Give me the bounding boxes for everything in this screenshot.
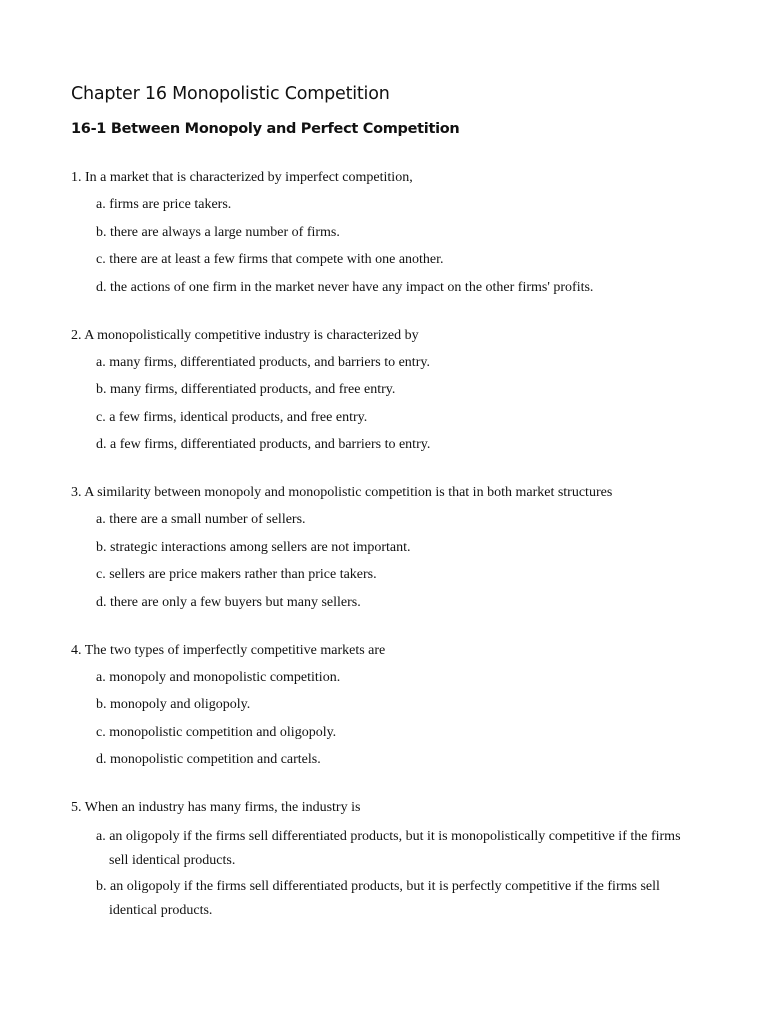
question-stem bbox=[71, 326, 691, 346]
option-text: monopolistic competition and cartels. bbox=[110, 752, 321, 767]
option-letter: b. bbox=[96, 539, 107, 555]
option-letter: a. bbox=[96, 512, 106, 527]
answer-option bbox=[96, 593, 691, 613]
question-3 bbox=[71, 483, 691, 613]
option-letter: c. bbox=[96, 252, 106, 267]
option-letter: d. bbox=[96, 752, 107, 767]
answer-option bbox=[96, 435, 691, 455]
question-text: In a market that is characterized by imperfect competition, bbox=[85, 170, 413, 185]
question-stem bbox=[71, 641, 691, 661]
question-stem bbox=[71, 798, 691, 818]
question-4 bbox=[71, 641, 691, 771]
question-5 bbox=[71, 798, 691, 922]
answer-option bbox=[96, 538, 691, 558]
option-letter: c. bbox=[96, 409, 106, 425]
answer-option bbox=[96, 195, 691, 215]
question-number: 3. bbox=[71, 485, 82, 500]
option-letter: a. bbox=[96, 197, 106, 212]
option-text: a few firms, differentiated products, and barriers to entry. bbox=[110, 437, 431, 452]
question-number: 1. bbox=[71, 170, 82, 185]
option-letter: c. bbox=[96, 567, 106, 582]
option-letter: a. bbox=[96, 354, 106, 370]
option-text: an oligopoly if the firms sell differentiated products, but it is monopolistically competitive if the firms sell identical products. bbox=[109, 829, 681, 868]
answer-option bbox=[96, 723, 691, 743]
answer-option bbox=[96, 250, 691, 270]
option-letter: b. bbox=[96, 382, 107, 397]
answer-option bbox=[96, 353, 691, 373]
question-2 bbox=[71, 326, 691, 456]
answer-option bbox=[96, 825, 691, 872]
question-text: When an industry has many firms, the industry is bbox=[84, 800, 361, 815]
option-letter: d. bbox=[96, 279, 107, 295]
question-number: 4. bbox=[71, 642, 82, 658]
answer-option bbox=[96, 875, 691, 922]
option-text: a few firms, identical products, and free entry. bbox=[109, 409, 368, 425]
option-text: strategic interactions among sellers are not important. bbox=[110, 539, 411, 555]
option-letter: a. bbox=[96, 829, 106, 844]
answer-option bbox=[96, 408, 691, 428]
question-text: A similarity between monopoly and monopolistic competition is that in both market structures bbox=[84, 485, 613, 500]
option-letter: b. bbox=[96, 697, 107, 712]
option-text: many firms, differentiated products, and free entry. bbox=[110, 382, 396, 397]
section-title: 16-1 Between Monopoly and Perfect Competition bbox=[71, 121, 460, 137]
answer-option bbox=[96, 380, 691, 400]
option-letter: b. bbox=[96, 224, 107, 240]
option-text: sellers are price makers rather than price takers. bbox=[109, 567, 377, 582]
option-text: firms are price takers. bbox=[109, 197, 232, 212]
chapter-title: Chapter 16 Monopolistic Competition bbox=[71, 84, 390, 104]
question-1 bbox=[71, 168, 691, 298]
option-letter: b. bbox=[96, 879, 107, 894]
option-text: monopoly and oligopoly. bbox=[110, 697, 251, 712]
option-text: there are at least a few firms that compete with one another. bbox=[109, 252, 444, 267]
question-number: 2. bbox=[71, 327, 82, 343]
question-list bbox=[71, 168, 691, 950]
option-letter: c. bbox=[96, 724, 106, 740]
option-text: the actions of one firm in the market never have any impact on the other firms' profits. bbox=[110, 279, 594, 295]
option-text: there are only a few buyers but many sellers. bbox=[110, 594, 361, 610]
option-letter: d. bbox=[96, 437, 107, 452]
question-stem bbox=[71, 483, 691, 503]
option-text: there are a small number of sellers. bbox=[109, 512, 306, 527]
option-text: monopolistic competition and oligopoly. bbox=[109, 724, 337, 740]
question-text: A monopolistically competitive industry is characterized by bbox=[84, 327, 419, 343]
answer-option bbox=[96, 223, 691, 243]
option-text: an oligopoly if the firms sell differentiated products, but it is perfectly competitive if the firms sell identical products. bbox=[109, 879, 660, 918]
question-number: 5. bbox=[71, 800, 82, 815]
answer-option bbox=[96, 668, 691, 688]
option-text: monopoly and monopolistic competition. bbox=[109, 669, 341, 685]
answer-option bbox=[96, 278, 691, 298]
answer-option bbox=[96, 510, 691, 530]
option-letter: d. bbox=[96, 594, 107, 610]
option-text: many firms, differentiated products, and barriers to entry. bbox=[109, 354, 430, 370]
answer-option bbox=[96, 695, 691, 715]
answer-option bbox=[96, 750, 691, 770]
option-letter: a. bbox=[96, 669, 106, 685]
answer-option bbox=[96, 565, 691, 585]
question-text: The two types of imperfectly competitive markets are bbox=[84, 642, 386, 658]
question-stem bbox=[71, 168, 691, 188]
option-text: there are always a large number of firms. bbox=[110, 224, 340, 240]
